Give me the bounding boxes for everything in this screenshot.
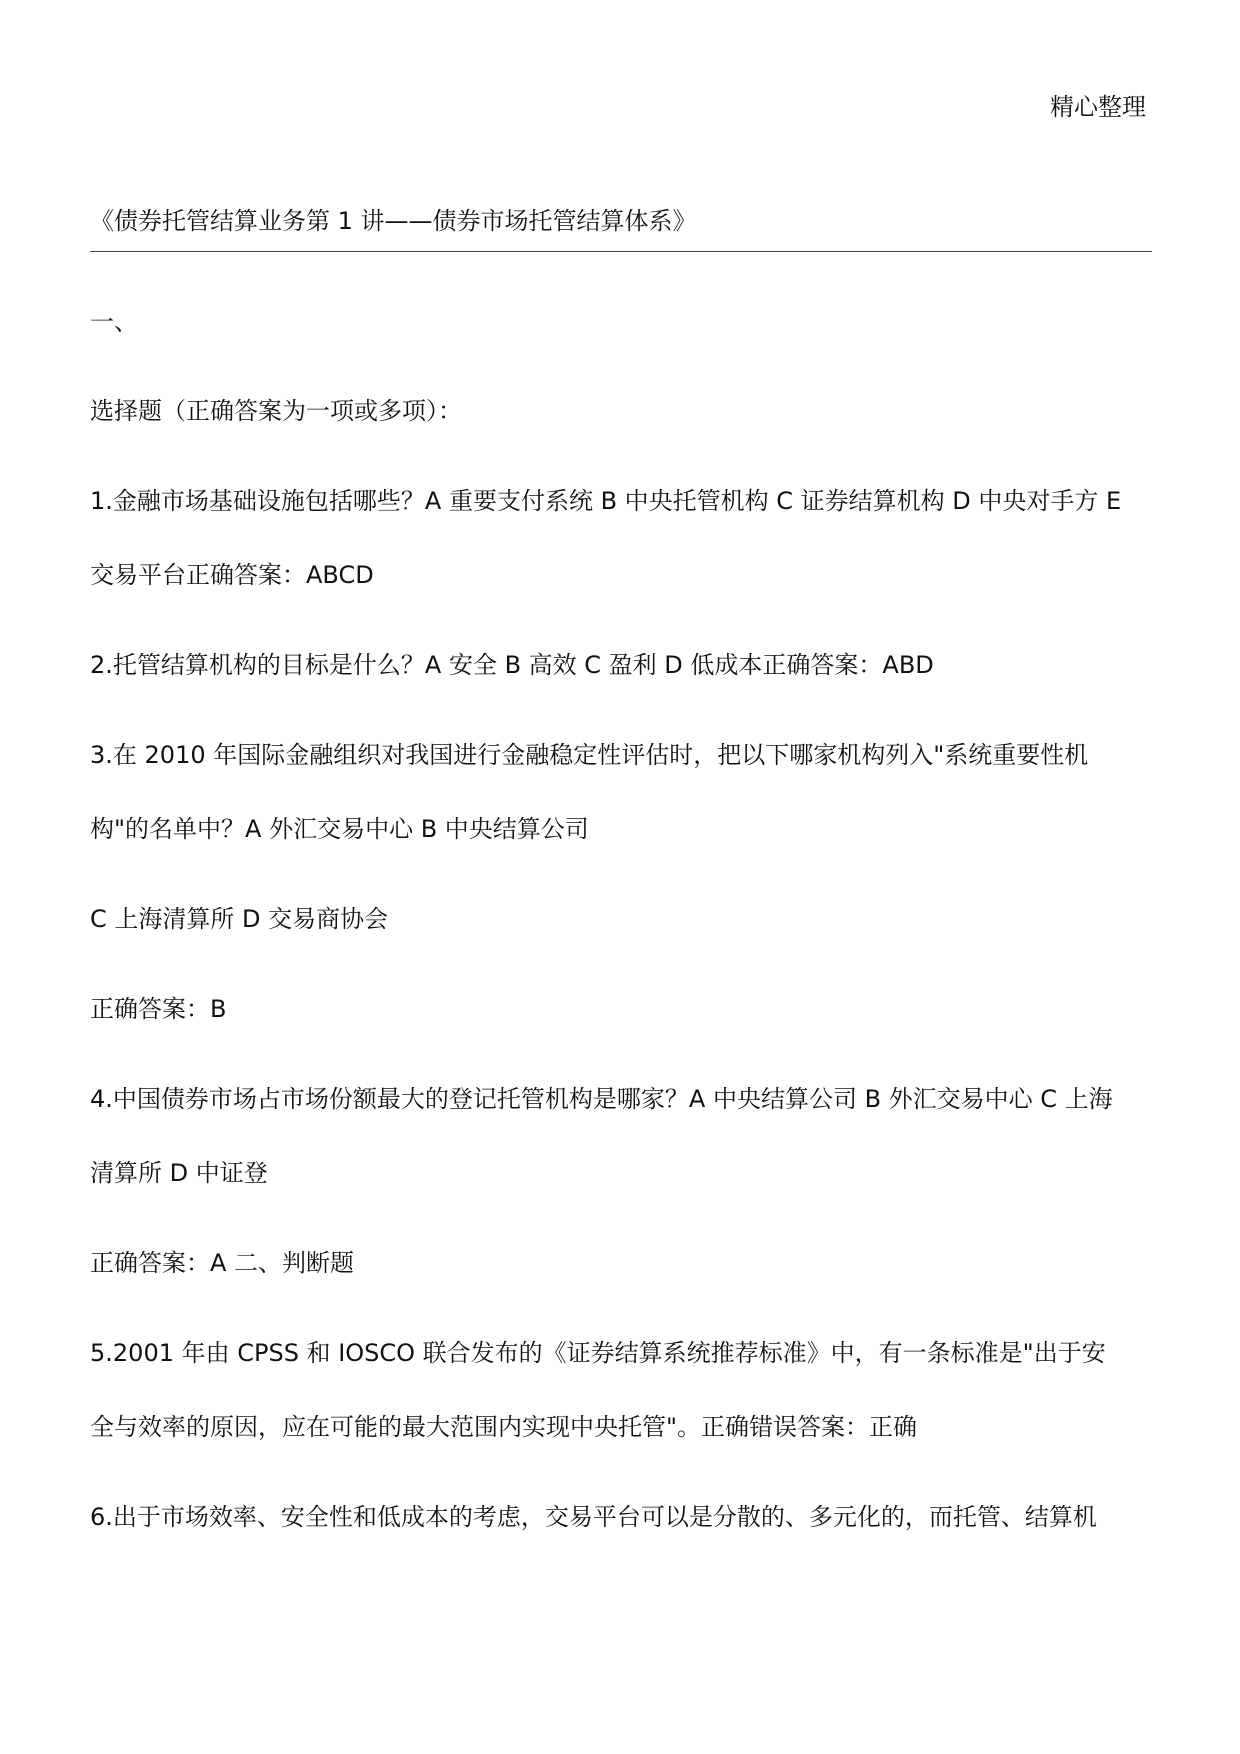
- answer-line: 正确答案：B: [90, 995, 227, 1023]
- question-line: C 上海清算所 D 交易商协会: [90, 905, 389, 933]
- question-line: 5.2001 年由 CPSS 和 IOSCO 联合发布的《证券结算系统推荐标准》中，有一条标准是"出于安: [90, 1339, 1106, 1367]
- question-line: 交易平台正确答案：ABCD: [90, 561, 374, 589]
- header-note: 精心整理: [1050, 93, 1146, 121]
- question-line: 2.托管结算机构的目标是什么？A 安全 B 高效 C 盈利 D 低成本正确答案：ABD: [90, 651, 934, 679]
- question-line: 全与效率的原因，应在可能的最大范围内实现中央托管"。正确错误答案：正确: [90, 1413, 918, 1441]
- question-line: 1.金融市场基础设施包括哪些？A 重要支付系统 B 中央托管机构 C 证券结算机构 D 中央对手方 E: [90, 487, 1122, 515]
- section-number: 一、: [90, 308, 138, 336]
- document-title: 《债券托管结算业务第 1 讲——债券市场托管结算体系》: [90, 207, 697, 235]
- question-line: 清算所 D 中证登: [90, 1159, 268, 1187]
- title-divider: [90, 251, 1152, 252]
- answer-line: 正确答案：A 二、判断题: [90, 1249, 355, 1277]
- question-line: 4.中国债券市场占市场份额最大的登记托管机构是哪家？A 中央结算公司 B 外汇交易中心 C 上海: [90, 1085, 1113, 1113]
- section-heading: 选择题（正确答案为一项或多项）：: [90, 397, 462, 425]
- question-line: 3.在 2010 年国际金融组织对我国进行金融稳定性评估时，把以下哪家机构列入"系统重要性机: [90, 741, 1089, 769]
- question-line: 6.出于市场效率、安全性和低成本的考虑，交易平台可以是分散的、多元化的，而托管、结算机: [90, 1503, 1097, 1531]
- question-line: 构"的名单中？A 外汇交易中心 B 中央结算公司: [90, 815, 589, 843]
